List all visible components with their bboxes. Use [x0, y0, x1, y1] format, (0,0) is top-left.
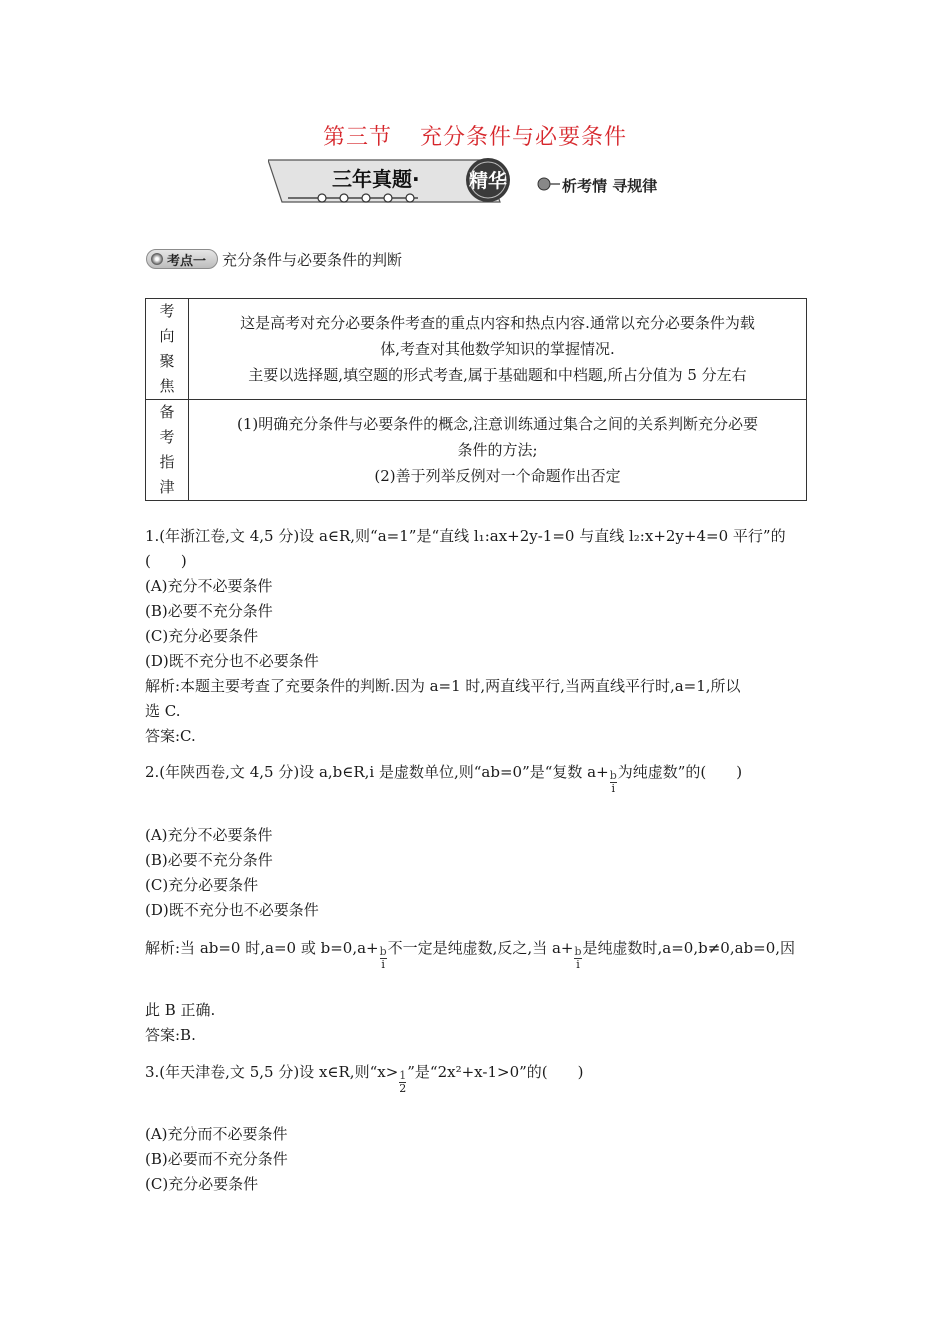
table-row — [146, 299, 807, 400]
fraction: $\frac{1}{2}$ — [399, 1068, 407, 1095]
section-name: 充分条件与必要条件 — [420, 125, 628, 150]
option-b: (B)必要而不充分条件 — [145, 1150, 288, 1168]
page-title — [0, 120, 950, 151]
row-label: 备 考 指 津 — [146, 400, 189, 501]
row-label: 考 向 聚 焦 — [146, 299, 189, 400]
option-d: (D)既不充分也不必要条件 — [145, 901, 319, 919]
analysis: 解析:本题主要考查了充要条件的判断.因为 a=1 时,两直线平行,当两直线平行时,a=1,所以 — [145, 677, 741, 695]
answer: 答案:C. — [145, 727, 196, 745]
question-2-conclusion — [145, 998, 810, 1048]
banner-right-text: 析考情 寻规律 — [562, 177, 658, 195]
option-b: (B)必要不充分条件 — [145, 602, 273, 620]
bullet-icon — [151, 253, 163, 265]
row-content: (1)明确充分条件与必要条件的概念,注意训练通过集合之间的关系判断充分必要 条件的方法; (2)善于列举反例对一个命题作出否定 — [189, 400, 807, 501]
question-3-options — [145, 1122, 810, 1197]
question-2-options — [145, 823, 810, 923]
option-a: (A)充分不必要条件 — [145, 577, 273, 595]
row-content: 这是高考对充分必要条件考查的重点内容和热点内容.通常以充分必要条件为载 体,考查对其他数学知识的掌握情况. 主要以选择题,填空题的形式考查,属于基础题和中档题,所占分值为 5 分左右 — [189, 299, 807, 400]
kaodian-title: 充分条件与必要条件的判断 — [222, 250, 403, 269]
option-c: (C)充分必要条件 — [145, 627, 259, 645]
question-2-stem: 2.(年陕西卷,文 4,5 分)设 a,b∈R,i 是虚数单位,则“ab=0”是“复数 a+ $\frac{b}{i}$ 为纯虚数”的( ) — [145, 763, 743, 795]
kaodian-badge-label: 考点一 — [167, 253, 207, 269]
option-c: (C)充分必要条件 — [145, 1175, 259, 1193]
question-stem: 1.(年浙江卷,文 4,5 分)设 a∈R,则“a=1”是“直线 l₁:ax+2y-1=0 与直线 l₂:x+2y+4=0 平行”的 — [145, 527, 786, 545]
question-stem: ( ) — [145, 552, 187, 570]
fraction: $\frac{b}{i}$ — [574, 944, 582, 971]
fraction: $\frac{b}{i}$ — [609, 768, 617, 795]
banner-left-text: 三年真题· — [332, 167, 420, 191]
banner-seal-text: 精华 — [468, 170, 508, 192]
analysis: 选 C. — [145, 702, 181, 720]
question-1 — [145, 524, 810, 749]
question-2-analysis: 解析:当 ab=0 时,a=0 或 b=0,a+ $\frac{b}{i}$ 不一定是纯虚数,反之,当 a+ $\frac{b}{i}$ 是纯虚数时,a=0,b≠0,ab=0,因 — [145, 939, 796, 971]
question-3-stem: 3.(年天津卷,文 5,5 分)设 x∈R,则“x> $\frac{1}{2}$ ”是“2x²+x-1>0”的( ) — [145, 1063, 584, 1095]
kaodian-badge — [146, 249, 218, 269]
kaodian-heading — [146, 247, 402, 271]
option-d: (D)既不充分也不必要条件 — [145, 652, 319, 670]
option-c: (C)充分必要条件 — [145, 876, 259, 894]
analysis: 此 B 正确. — [145, 1001, 216, 1019]
fraction: $\frac{b}{i}$ — [379, 944, 387, 971]
table-row — [146, 400, 807, 501]
option-a: (A)充分而不必要条件 — [145, 1125, 288, 1143]
option-a: (A)充分不必要条件 — [145, 826, 273, 844]
section-number: 第三节 — [322, 125, 392, 150]
banner-graphic — [268, 158, 688, 206]
option-b: (B)必要不充分条件 — [145, 851, 273, 869]
exam-guide-table — [145, 298, 807, 501]
answer: 答案:B. — [145, 1026, 196, 1044]
